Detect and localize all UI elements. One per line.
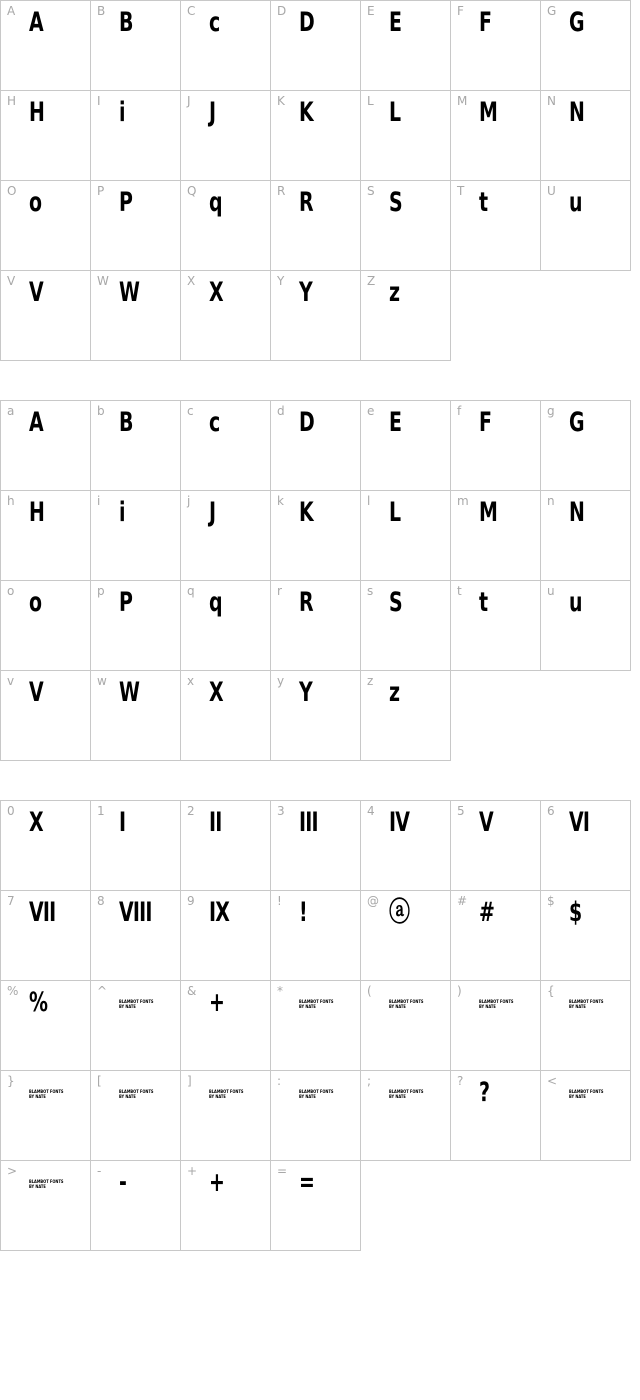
glyph-cell[interactable] — [450, 980, 541, 1071]
glyph-preview: X — [209, 677, 223, 708]
glyph-preview: BLAMBOT FONTS BY NATE — [209, 1089, 244, 1099]
glyph-cell[interactable] — [360, 180, 451, 271]
glyph-cell[interactable] — [0, 670, 91, 761]
glyph-cell[interactable] — [0, 890, 91, 981]
glyph-key-label: S — [367, 184, 375, 198]
glyph-cell[interactable] — [450, 180, 541, 271]
glyph-preview: VI — [569, 807, 590, 838]
glyph-cell[interactable] — [270, 1070, 361, 1161]
glyph-preview: E — [389, 407, 402, 438]
glyph-cell[interactable] — [360, 1070, 451, 1161]
glyph-preview: V — [29, 277, 43, 308]
glyph-cell[interactable] — [270, 980, 361, 1071]
glyph-key-label: 2 — [187, 804, 195, 818]
glyph-key-label: B — [97, 4, 106, 18]
glyph-key-label: c — [187, 404, 194, 418]
glyph-preview: ⓐ — [389, 897, 410, 928]
glyph-key-label: v — [7, 674, 15, 688]
glyph-preview: o — [29, 587, 42, 618]
glyph-preview: VIII — [119, 897, 152, 928]
glyph-cell[interactable] — [540, 90, 631, 181]
glyph-key-label: r — [277, 584, 282, 598]
glyph-cell[interactable] — [90, 1160, 181, 1251]
glyph-cell[interactable] — [270, 1160, 361, 1251]
glyph-cell[interactable] — [180, 400, 271, 491]
glyph-preview: I — [119, 807, 126, 838]
glyph-cell[interactable] — [270, 270, 361, 361]
glyph-key-label: L — [367, 94, 374, 108]
glyph-key-label: n — [547, 494, 555, 508]
glyph-cell[interactable] — [450, 580, 541, 671]
glyph-cell[interactable] — [180, 270, 271, 361]
glyph-key-label: ( — [367, 984, 372, 998]
glyph-cell[interactable] — [180, 0, 271, 91]
glyph-key-label: ) — [457, 984, 462, 998]
glyph-cell[interactable] — [180, 580, 271, 671]
glyph-cell[interactable] — [0, 1070, 91, 1161]
glyph-preview: t — [479, 587, 488, 618]
glyph-key-label: O — [7, 184, 17, 198]
glyph-preview: S — [389, 187, 402, 218]
glyph-cell[interactable] — [90, 1070, 181, 1161]
glyph-key-label: R — [277, 184, 286, 198]
glyph-key-label: A — [7, 4, 16, 18]
glyph-preview: R — [299, 587, 313, 618]
glyph-cell[interactable] — [270, 800, 361, 891]
glyph-key-label: W — [97, 274, 109, 288]
glyph-preview: VII — [29, 897, 56, 928]
glyph-cell[interactable] — [450, 400, 541, 491]
glyph-key-label: G — [547, 4, 557, 18]
glyph-cell[interactable] — [90, 270, 181, 361]
glyph-cell[interactable] — [360, 800, 451, 891]
glyph-key-label: E — [367, 4, 375, 18]
glyph-preview: G — [569, 7, 584, 38]
glyph-key-label: o — [7, 584, 15, 598]
glyph-key-label: Q — [187, 184, 197, 198]
glyph-preview: BLAMBOT FONTS BY NATE — [389, 1089, 424, 1099]
glyph-key-label: p — [97, 584, 105, 598]
glyph-preview: BLAMBOT FONTS BY NATE — [119, 1089, 154, 1099]
glyph-preview: u — [569, 587, 582, 618]
glyph-key-label: l — [367, 494, 371, 508]
glyph-preview: II — [209, 807, 222, 838]
glyph-key-label: i — [97, 494, 101, 508]
glyph-preview: IV — [389, 807, 410, 838]
glyph-preview: V — [29, 677, 43, 708]
glyph-cell[interactable] — [360, 0, 451, 91]
glyph-preview: K — [299, 97, 313, 128]
glyph-cell[interactable] — [90, 180, 181, 271]
glyph-key-label: e — [367, 404, 375, 418]
glyph-preview: t — [479, 187, 488, 218]
glyph-preview: F — [479, 7, 492, 38]
glyph-cell[interactable] — [180, 180, 271, 271]
glyph-cell[interactable] — [270, 90, 361, 181]
glyph-cell[interactable] — [360, 580, 451, 671]
glyph-cell[interactable] — [0, 400, 91, 491]
glyph-preview: z — [389, 277, 400, 308]
glyph-key-label: P — [97, 184, 105, 198]
glyph-cell[interactable] — [270, 180, 361, 271]
glyph-cell[interactable] — [450, 800, 541, 891]
glyph-key-label: b — [97, 404, 105, 418]
glyph-key-label: < — [547, 1074, 558, 1088]
glyph-cell[interactable] — [90, 670, 181, 761]
glyph-preview: L — [389, 497, 401, 528]
glyph-cell[interactable] — [180, 800, 271, 891]
glyph-preview: BLAMBOT FONTS BY NATE — [29, 1089, 64, 1099]
glyph-cell[interactable] — [360, 890, 451, 981]
glyph-preview: L — [389, 97, 401, 128]
glyph-key-label: 8 — [97, 894, 105, 908]
glyph-preview: S — [389, 587, 402, 618]
glyph-preview: D — [299, 407, 314, 438]
glyph-cell[interactable] — [90, 0, 181, 91]
glyph-cell[interactable] — [360, 270, 451, 361]
glyph-preview: X — [209, 277, 223, 308]
glyph-preview: E — [389, 7, 402, 38]
glyph-cell[interactable] — [450, 890, 541, 981]
glyph-key-label: [ — [97, 1074, 102, 1088]
glyph-cell[interactable] — [270, 580, 361, 671]
glyph-preview: W — [119, 277, 140, 308]
glyph-preview: BLAMBOT FONTS BY NATE — [119, 999, 154, 1009]
glyph-preview: J — [209, 497, 216, 528]
glyph-cell[interactable] — [360, 90, 451, 181]
glyph-preview: q — [209, 187, 222, 218]
glyph-cell[interactable] — [540, 1070, 631, 1161]
glyph-key-label: : — [277, 1074, 282, 1088]
glyph-preview: i — [119, 97, 125, 128]
glyph-key-label: F — [457, 4, 464, 18]
glyph-cell[interactable] — [180, 1160, 271, 1251]
glyph-key-label: I — [97, 94, 101, 108]
glyph-key-label: s — [367, 584, 374, 598]
glyph-key-label: H — [7, 94, 17, 108]
glyph-key-label: 4 — [367, 804, 375, 818]
glyph-key-label: U — [547, 184, 556, 198]
glyph-preview: P — [119, 587, 133, 618]
glyph-key-label: Z — [367, 274, 376, 288]
glyph-cell[interactable] — [180, 1070, 271, 1161]
glyph-cell[interactable] — [540, 400, 631, 491]
glyph-cell[interactable] — [540, 980, 631, 1071]
glyph-key-label: % — [7, 984, 19, 998]
glyph-key-label: a — [7, 404, 15, 418]
glyph-key-label: = — [277, 1164, 288, 1178]
glyph-preview: A — [29, 407, 43, 438]
glyph-preview: + — [209, 987, 225, 1018]
glyph-preview: BLAMBOT FONTS BY NATE — [299, 999, 334, 1009]
glyph-cell[interactable] — [0, 580, 91, 671]
glyph-cell[interactable] — [90, 400, 181, 491]
glyph-cell[interactable] — [180, 90, 271, 181]
glyph-key-label: h — [7, 494, 15, 508]
glyph-preview: = — [299, 1167, 315, 1198]
glyph-key-label: X — [187, 274, 196, 288]
glyph-key-label: 9 — [187, 894, 195, 908]
glyph-key-label: u — [547, 584, 555, 598]
glyph-cell[interactable] — [540, 800, 631, 891]
glyph-preview: BLAMBOT FONTS BY NATE — [299, 1089, 334, 1099]
glyph-cell[interactable] — [90, 980, 181, 1071]
glyph-preview: H — [29, 97, 45, 128]
glyph-cell[interactable] — [180, 890, 271, 981]
glyph-key-label: M — [457, 94, 468, 108]
glyph-preview: M — [479, 497, 498, 528]
glyph-key-label: * — [277, 984, 283, 998]
glyph-key-label: } — [7, 1074, 15, 1088]
glyph-cell[interactable] — [0, 90, 91, 181]
glyph-cell[interactable] — [540, 580, 631, 671]
glyph-key-label: 5 — [457, 804, 465, 818]
glyph-cell[interactable] — [90, 90, 181, 181]
glyph-cell[interactable] — [540, 180, 631, 271]
glyph-preview: BLAMBOT FONTS BY NATE — [29, 1179, 64, 1189]
glyph-preview: III — [299, 807, 318, 838]
glyph-key-label: ! — [277, 894, 282, 908]
glyph-key-label: N — [547, 94, 556, 108]
glyph-cell[interactable] — [450, 1070, 541, 1161]
glyph-cell[interactable] — [180, 670, 271, 761]
glyph-key-label: y — [277, 674, 285, 688]
glyph-key-label: w — [97, 674, 107, 688]
glyph-cell[interactable] — [360, 670, 451, 761]
glyph-cell[interactable] — [360, 980, 451, 1071]
glyph-key-label: 1 — [97, 804, 105, 818]
glyph-key-label: x — [187, 674, 195, 688]
glyph-key-label: ^ — [97, 984, 108, 998]
glyph-key-label: $ — [547, 894, 555, 908]
glyph-preview: V — [479, 807, 493, 838]
glyph-key-label: { — [547, 984, 555, 998]
glyph-preview: % — [29, 987, 48, 1018]
glyph-cell[interactable] — [540, 0, 631, 91]
glyph-key-label: > — [7, 1164, 18, 1178]
glyph-key-label: @ — [367, 894, 379, 908]
glyph-key-label: j — [187, 494, 191, 508]
glyph-preview: Y — [299, 677, 312, 708]
glyph-key-label: T — [457, 184, 465, 198]
glyph-key-label: ; — [367, 1074, 372, 1088]
glyph-preview: Y — [299, 277, 312, 308]
glyph-preview: J — [209, 97, 216, 128]
glyph-cell[interactable] — [0, 1160, 91, 1251]
glyph-preview: q — [209, 587, 222, 618]
glyph-preview: A — [29, 7, 43, 38]
glyph-cell[interactable] — [0, 180, 91, 271]
glyph-preview: W — [119, 677, 140, 708]
glyph-cell[interactable] — [0, 800, 91, 891]
glyph-cell[interactable] — [360, 490, 451, 581]
glyph-cell[interactable] — [90, 800, 181, 891]
glyph-preview: F — [479, 407, 492, 438]
glyph-preview: BLAMBOT FONTS BY NATE — [479, 999, 514, 1009]
glyph-cell[interactable] — [0, 0, 91, 91]
glyph-preview: BLAMBOT FONTS BY NATE — [569, 1089, 604, 1099]
glyph-cell[interactable] — [450, 0, 541, 91]
glyph-preview: i — [119, 497, 125, 528]
glyph-cell[interactable] — [540, 890, 631, 981]
glyph-cell[interactable] — [540, 490, 631, 581]
glyph-cell[interactable] — [0, 980, 91, 1071]
glyph-cell[interactable] — [0, 270, 91, 361]
glyph-key-label: # — [457, 894, 468, 908]
glyph-cell[interactable] — [0, 490, 91, 581]
glyph-key-label: k — [277, 494, 284, 508]
glyph-key-label: m — [457, 494, 469, 508]
glyph-preview: H — [29, 497, 45, 528]
glyph-preview: X — [29, 807, 43, 838]
glyph-preview: G — [569, 407, 584, 438]
glyph-key-label: 3 — [277, 804, 285, 818]
glyph-preview: # — [479, 897, 495, 928]
glyph-key-label: Y — [277, 274, 285, 288]
glyph-key-label: C — [187, 4, 196, 18]
glyph-cell[interactable] — [270, 890, 361, 981]
glyph-key-label: d — [277, 404, 285, 418]
glyph-key-label: - — [97, 1164, 102, 1178]
glyph-cell[interactable] — [180, 490, 271, 581]
glyph-preview: $ — [569, 897, 582, 928]
glyph-cell[interactable] — [270, 670, 361, 761]
glyph-preview: - — [119, 1167, 127, 1198]
glyph-cell[interactable] — [90, 580, 181, 671]
glyph-key-label: ? — [457, 1074, 464, 1088]
glyph-cell[interactable] — [270, 400, 361, 491]
glyph-key-label: f — [457, 404, 462, 418]
glyph-key-label: + — [187, 1164, 198, 1178]
glyph-cell[interactable] — [450, 90, 541, 181]
glyph-preview: BLAMBOT FONTS BY NATE — [389, 999, 424, 1009]
glyph-preview: D — [299, 7, 314, 38]
glyph-cell[interactable] — [450, 490, 541, 581]
glyph-cell[interactable] — [360, 400, 451, 491]
glyph-preview: + — [209, 1167, 225, 1198]
glyph-key-label: 6 — [547, 804, 555, 818]
glyph-preview: u — [569, 187, 582, 218]
glyph-key-label: 7 — [7, 894, 15, 908]
glyph-key-label: q — [187, 584, 195, 598]
glyph-key-label: & — [187, 984, 197, 998]
glyph-cell[interactable] — [270, 0, 361, 91]
glyph-cell[interactable] — [180, 980, 271, 1071]
glyph-preview: ? — [479, 1077, 490, 1108]
glyph-key-label: t — [457, 584, 462, 598]
glyph-key-label: ] — [187, 1074, 192, 1088]
glyph-preview: BLAMBOT FONTS BY NATE — [569, 999, 604, 1009]
glyph-preview: ! — [299, 897, 307, 928]
glyph-preview: R — [299, 187, 313, 218]
glyph-key-label: V — [7, 274, 16, 288]
glyph-preview: c — [209, 7, 220, 38]
glyph-key-label: K — [277, 94, 285, 108]
glyph-preview: M — [479, 97, 498, 128]
glyph-cell[interactable] — [270, 490, 361, 581]
glyph-key-label: J — [187, 94, 191, 108]
glyph-preview: z — [389, 677, 400, 708]
glyph-preview: B — [119, 7, 133, 38]
glyph-cell[interactable] — [90, 890, 181, 981]
glyph-preview: B — [119, 407, 133, 438]
glyph-preview: N — [569, 497, 585, 528]
glyph-preview: c — [209, 407, 220, 438]
glyph-preview: IX — [209, 897, 230, 928]
glyph-key-label: 0 — [7, 804, 15, 818]
glyph-cell[interactable] — [90, 490, 181, 581]
glyph-preview: P — [119, 187, 133, 218]
glyph-preview: o — [29, 187, 42, 218]
glyph-preview: N — [569, 97, 585, 128]
glyph-key-label: g — [547, 404, 555, 418]
glyph-key-label: D — [277, 4, 287, 18]
glyph-preview: K — [299, 497, 313, 528]
glyph-key-label: z — [367, 674, 374, 688]
